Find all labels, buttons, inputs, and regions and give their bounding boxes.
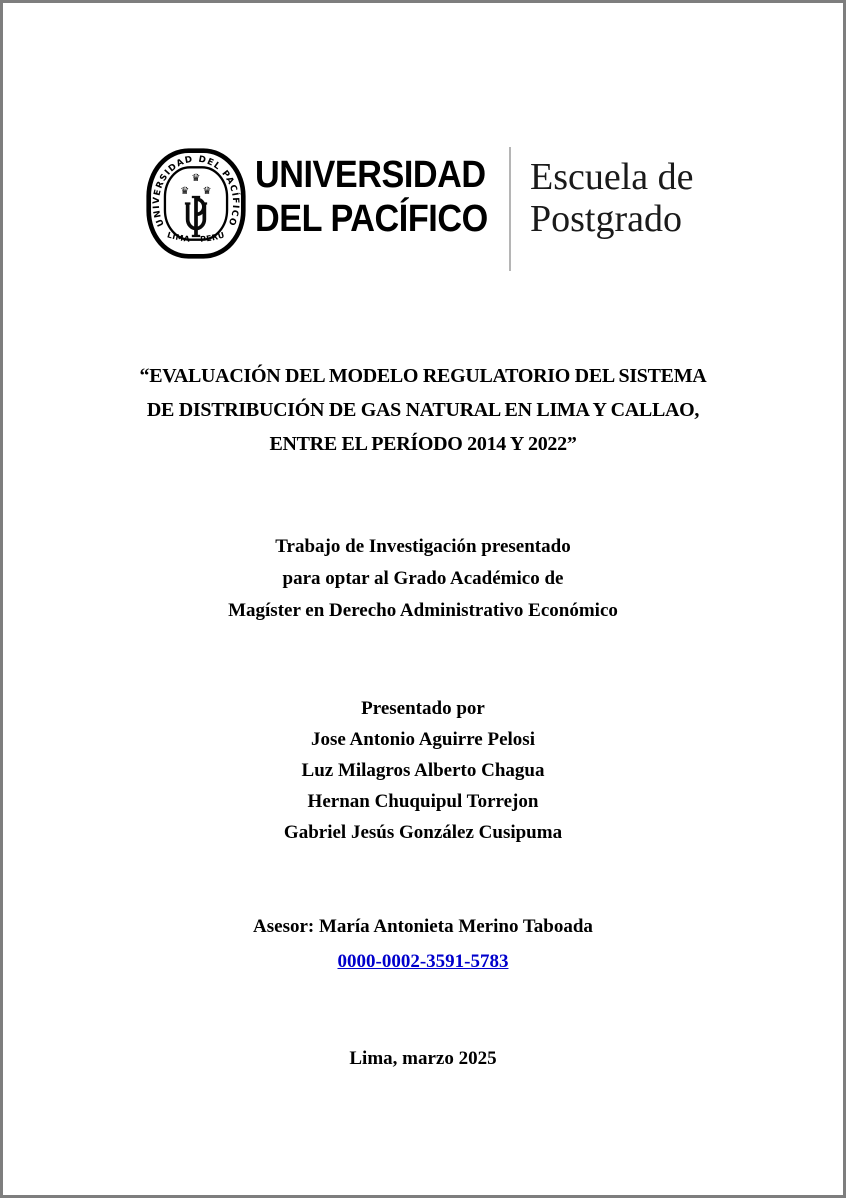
author-name: Gabriel Jesús González Cusipuma: [283, 822, 563, 843]
school-name-line: Escuela de: [530, 156, 694, 198]
crown-icon: ♛: [202, 186, 212, 198]
degree-line: para optar al Grado Académico de: [282, 568, 564, 589]
up-monogram: [185, 197, 207, 236]
thesis-title: [43, 359, 803, 461]
author-name: Jose Antonio Aguirre Pelosi: [311, 729, 535, 750]
title-line: ENTRE EL PERÍODO 2014 Y 2022”: [269, 433, 577, 455]
university-wordmark: [255, 153, 514, 241]
advisor-line: Asesor: María Antonieta Merino Taboada: [253, 916, 593, 937]
authors-block: [43, 693, 803, 848]
presented-by-label: Presentado por: [361, 698, 485, 719]
advisor-block: [43, 909, 803, 979]
degree-statement: [43, 531, 803, 627]
degree-line: Trabajo de Investigación presentado: [275, 536, 571, 557]
title-line: “EVALUACIÓN DEL MODELO REGULATORIO DEL SISTEMA: [139, 365, 707, 387]
crown-icon: ♛: [180, 186, 190, 198]
seal-bottom-text: LIMA PERÚ: [166, 230, 226, 245]
author-name: Hernan Chuquipul Torrejon: [307, 791, 539, 812]
author-name: Luz Milagros Alberto Chagua: [301, 760, 545, 781]
logo-divider: [509, 147, 511, 271]
university-wordmark-line: DEL PACÍFICO: [255, 198, 488, 240]
seal-ring-text: UNIVERSIDAD DEL PACÍFICO: [151, 154, 241, 228]
school-name: [530, 156, 694, 240]
title-line: DE DISTRIBUCIÓN DE GAS NATURAL EN LIMA Y CALLAO,: [146, 399, 700, 421]
crown-icon: ♛: [191, 173, 201, 185]
university-wordmark-line: UNIVERSIDAD: [255, 154, 486, 196]
school-name-line: Postgrado: [530, 198, 682, 240]
orcid-link[interactable]: 0000-0002-3591-5783: [337, 951, 509, 972]
place-date: Lima, marzo 2025: [349, 1048, 497, 1069]
degree-line: Magíster en Derecho Administrativo Económico: [228, 600, 618, 621]
university-seal: [145, 145, 247, 262]
